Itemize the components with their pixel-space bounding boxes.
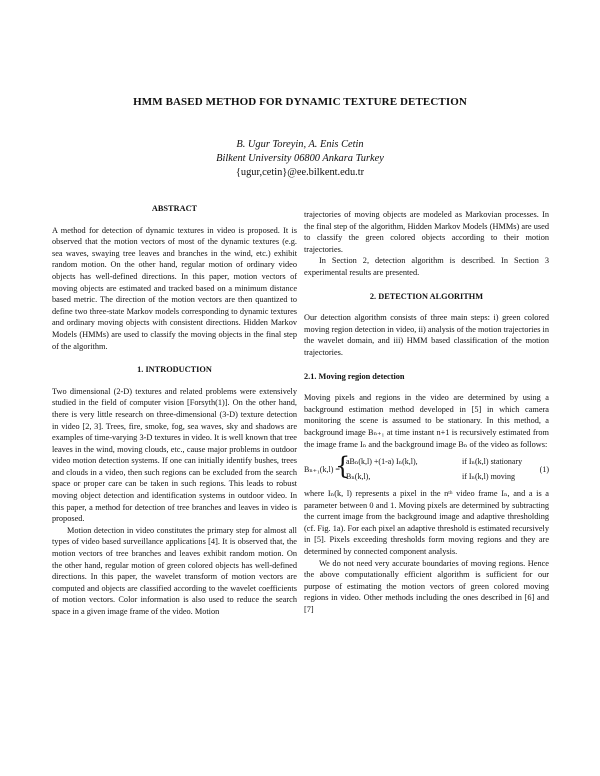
author-email: {ugur,cetin}@ee.bilkent.edu.tr xyxy=(235,167,365,178)
equation-number: (1) xyxy=(539,465,549,475)
intro-continued-text: trajectories of moving objects are modeled as Markovian processes. In the final step of the algorithm, Hidden Markov Models (HMMs) are used to classify the green colored objects according to their motion trajectories. xyxy=(304,210,549,254)
introduction-paragraph-1: Two dimensional (2-D) textures and related problems were extensively studied in the field of computer vision [Forsyth(1)]. On the other hand, there is very little research on three-dimensional (3-D) texture detection in video [2, 3]. Trees, fire, smoke, fog, sea waves, sky and shadows are examples of time-varying 3-D textures in video. It is well known that tree leaves in the wind, moving clouds, etc., cause major problems in outdoor video motion detection systems. If one can initially identify bushes, trees and clouds in a video, then such regions can be excluded from the search space or proper care can be taken in such regions. This leads to robust moving object detection and identification systems in outdoor video. In this paper, a method for detection of tree branches and leaves in video is proposed. xyxy=(52,386,297,524)
final-paragraph: We do not need very accurate boundaries of moving regions. Hence the above computationally efficient algorithm is sufficient for our purpose of estimating the motion vectors of green colored moving regions in video. Other methods including the ones described in [6] and [7] xyxy=(304,558,549,615)
equation-lhs: Bₙ₊₁(k,l) = xyxy=(304,465,340,475)
background-update-equation xyxy=(304,454,549,484)
left-column xyxy=(52,203,297,618)
detection-algorithm-heading: 2. DETECTION ALGORITHM xyxy=(369,291,484,301)
author-affiliation: Bilkent University 06800 Ankara Turkey xyxy=(216,153,384,164)
author-names: B. Ugur Toreyin, A. Enis Cetin xyxy=(236,139,364,150)
paper-title: HMM BASED METHOD FOR DYNAMIC TEXTURE DETECTION xyxy=(133,96,467,108)
detection-algorithm-text: Our detection algorithm consists of three main steps: i) green colored moving region detection in video, ii) analysis of the motion trajectories in the wavelet domain, and iii) HMM based classification of the motion trajectories. xyxy=(304,313,549,357)
equation-condition-2: if Iₙ(k,l) moving xyxy=(462,472,516,482)
equation-condition-1: if Iₙ(k,l) stationary xyxy=(462,457,523,467)
introduction-heading: 1. INTRODUCTION xyxy=(137,365,212,375)
where-text: where Iₙ(k, l) represents a pixel in the nᵗʰ video frame Iₙ, and a is a parameter between 0 and 1. Moving pixels are determined by subtracting the current image from the background image and adaptive thresholding (cf. Fig. 1a). For each pixel an adaptive threshold is estimated recursively in [5]. Pixels exceeding thresholds form moving regions and they are determined by connected component analysis. xyxy=(304,489,549,557)
introduction-paragraph-2: Motion detection in video constitutes the primary step for almost all types of video based surveillance applications [4]. It is observed that, the motion vectors of tree branches and leaves exhibit random motion. On the other hand, regular motion of green colored objects has well-defined directions. In this paper, the wavelet transform of motion vectors are computed and objects are classified according to the wavelet coefficients of motion vectors. Color information is also used to reduce the search space in a given image frame of the video. Motion xyxy=(52,525,297,616)
equation-case-1: aBₙ(k,l) +(1-a) Iₙ(k,l), xyxy=(346,457,418,467)
abstract-heading: ABSTRACT xyxy=(151,204,198,213)
author-block xyxy=(0,138,600,180)
right-column xyxy=(304,209,549,616)
section-overview-text: In Section 2, detection algorithm is described. In Section 3 experimental results are presented. xyxy=(304,256,549,277)
moving-region-heading: 2.1. Moving region detection xyxy=(304,371,405,381)
equation-case-2: Bₙ(k,l), xyxy=(346,472,371,482)
moving-region-text: Moving pixels and regions in the video are determined by using a background estimation method developed in [5] in which camera monitoring the scene is assumed to be stationary. In this method, a background image Bₙ₊₁ at time instant n+1 is recursively estimated from the image frame Iₙ and the background image Bₙ of the video as follows: xyxy=(304,393,549,449)
equation-brace: { xyxy=(335,452,351,481)
abstract-text: A method for detection of dynamic textures in video is proposed. It is observed that the motion vectors of most of the dynamic textures (e.g. sea waves, swaying tree leaves and branches in the wind, etc.) exhibit random motion. On the other hand, regular motion of ordinary video objects has well-defined directions. In this paper, motion vectors of moving objects are estimated and tracked based on a minimum distance based metric. The direction of the motion vectors are then quantized to define two three-state Markov models corresponding to dynamic textures and ordinary moving objects with consistent directions. Hidden Markov Models (HMMs) are used to classify the moving objects in the final step of the algorithm. xyxy=(52,225,297,351)
